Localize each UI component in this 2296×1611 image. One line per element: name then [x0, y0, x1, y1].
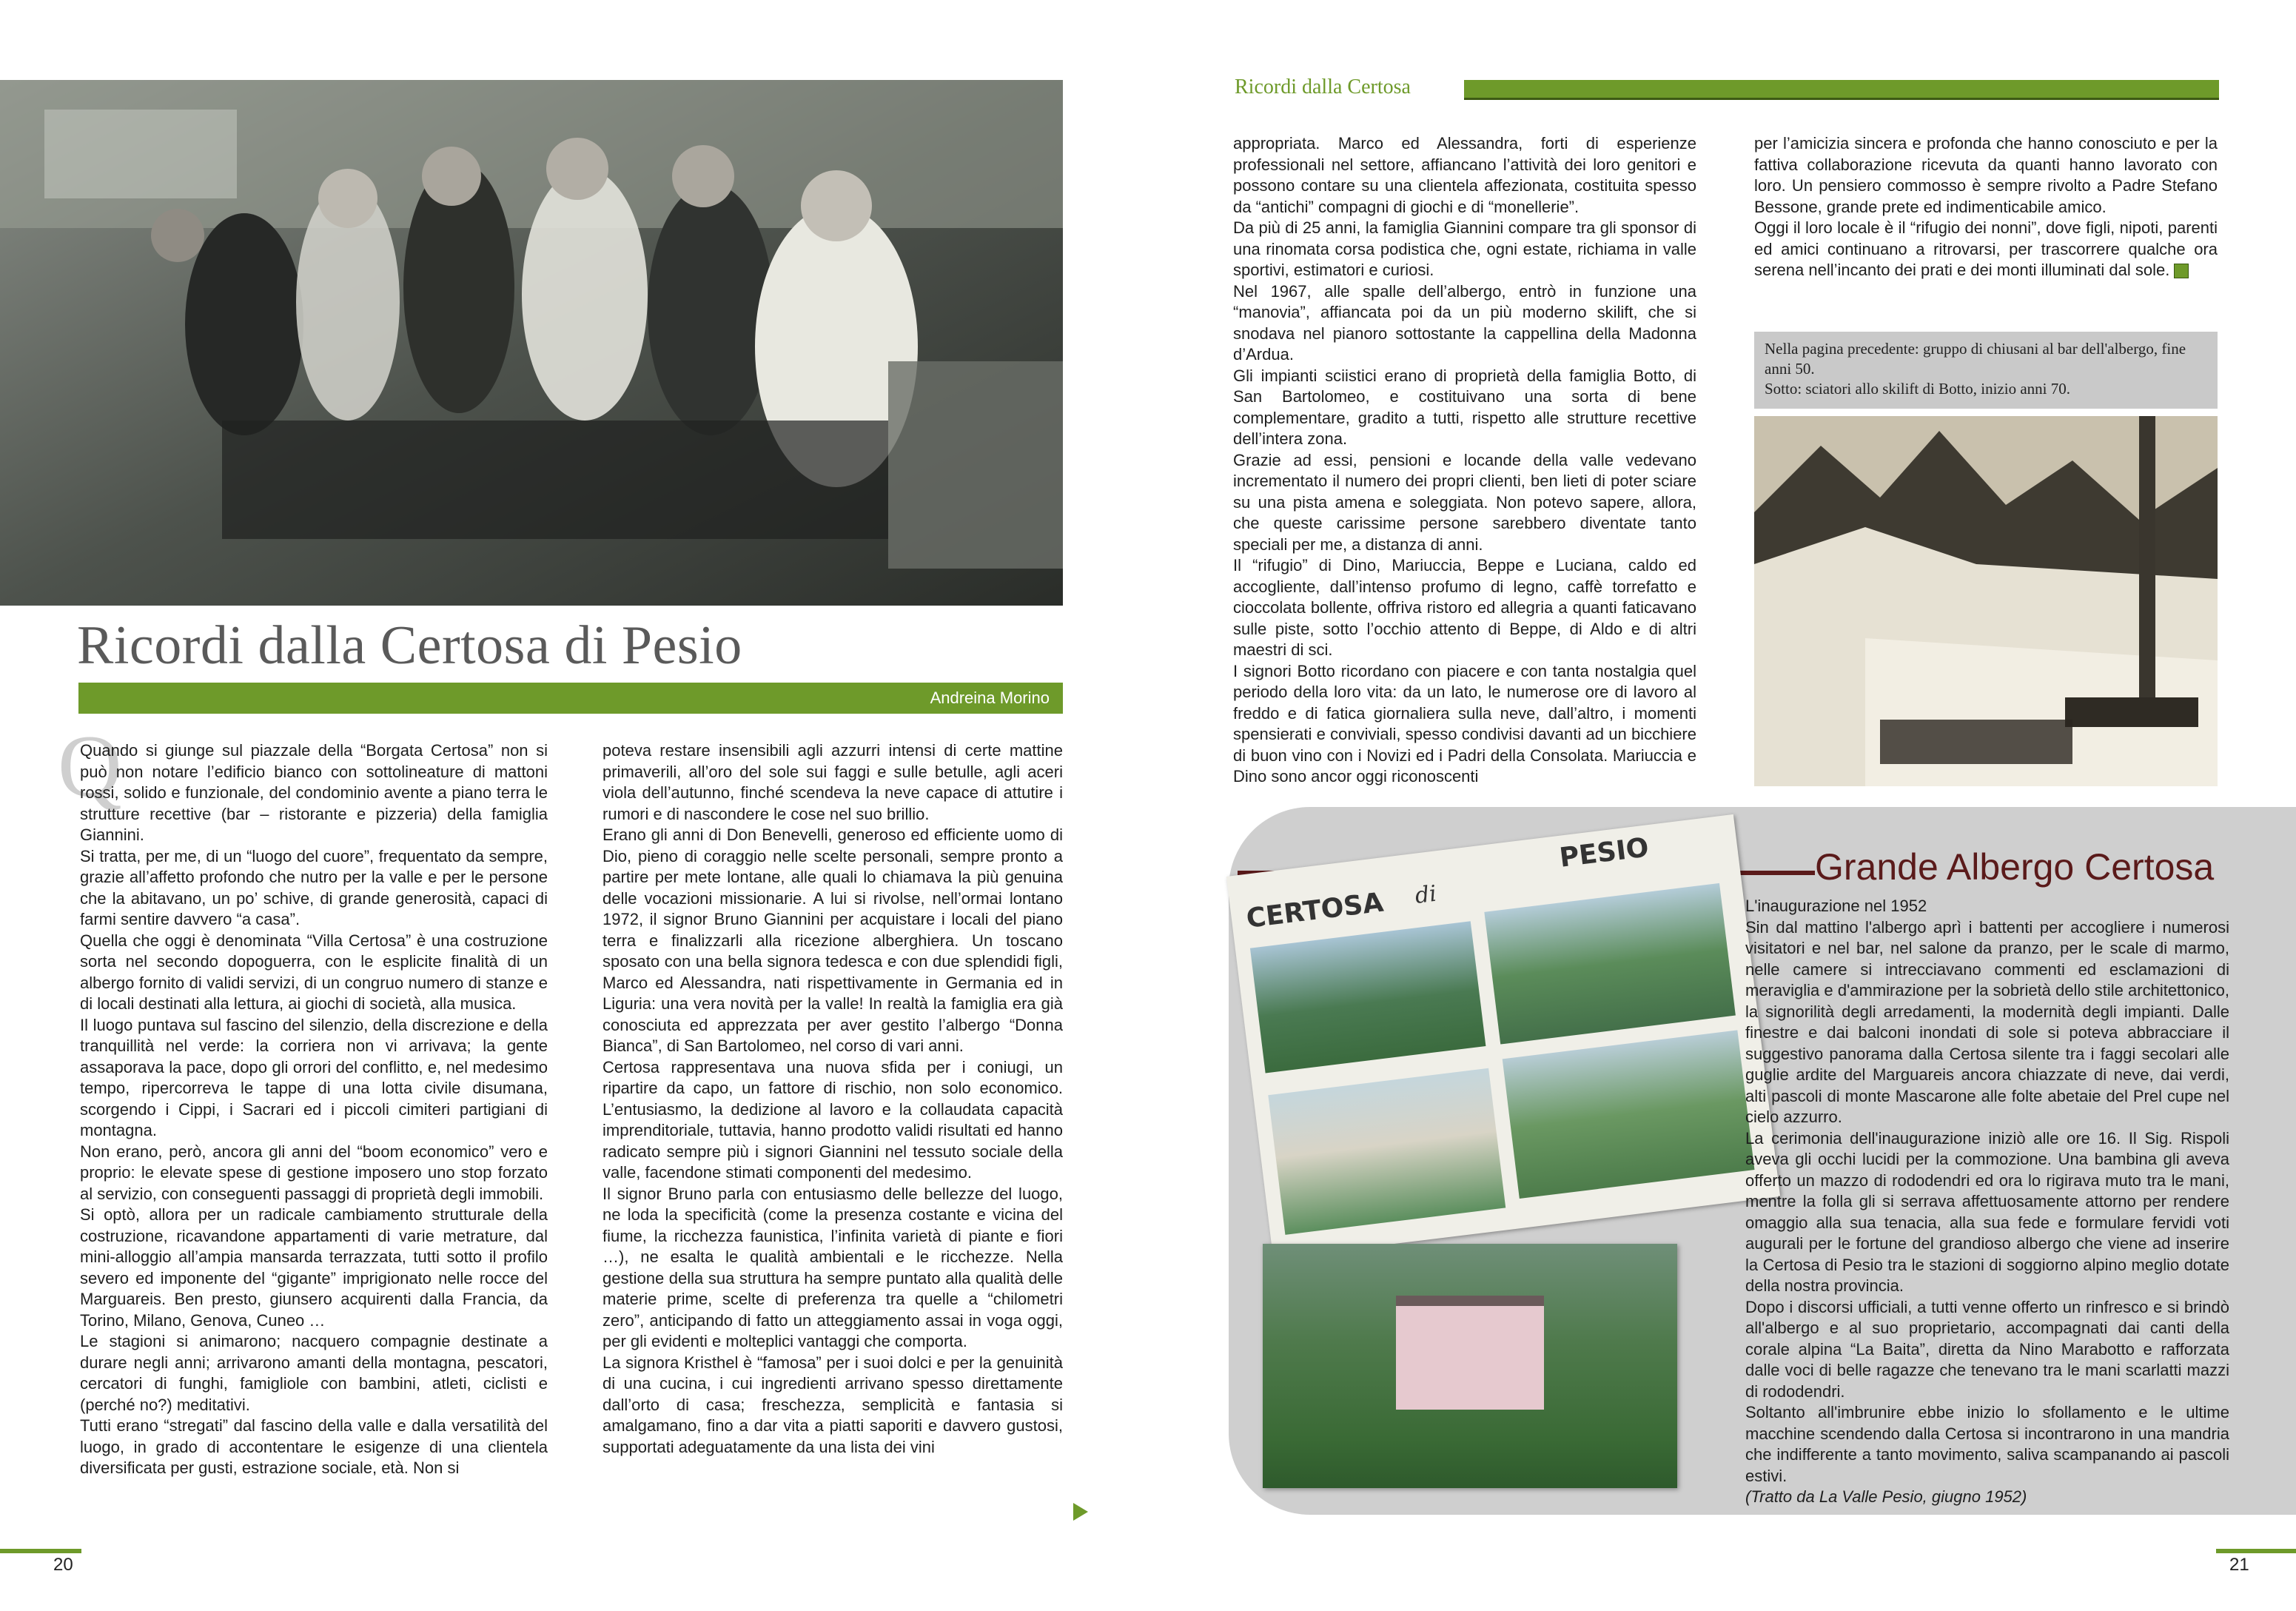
page-number-right: 21	[2229, 1555, 2249, 1575]
paragraph: Grazie ad essi, pensioni e locande della valle vedevano incrementato il numero dei propri clienti, ben lieti di poter sciare su una pista amena e soleggiata. Non potevo sapere, allora, che queste carissime persone sarebbero diventate tanto speciali per me, a distanza di anni.	[1233, 450, 1696, 554]
paragraph: Da più di 25 anni, la famiglia Giannini compare tra gli sponsor di una rinomata corsa podistica che, ogni estate, richiama in valle sportivi, estimatori e curiosi.	[1233, 218, 1696, 279]
paragraph: Nel 1967, alle spalle dell’albergo, entrò in funzione una “manovia”, affiancata poi da un più moderno skilift, che si snodava nel pianoro sottostante la cappellina della Madonna d’Ardua.	[1233, 281, 1696, 364]
paragraph: poteva restare insensibili agli azzurri intensi di certe mattine primaverili, all’oro del sole sui faggi e sulle betulle, agli aceri viola dell’autunno, finché scendeva la neve capace di attutire i rumori e di nascondere le cose nel suo brillio.	[602, 741, 1063, 823]
caption-line: Nella pagina precedente: gruppo di chiusani al bar dell'albergo, fine anni 50.	[1765, 340, 2186, 378]
box-source: (Tratto da La Valle Pesio, giugno 1952)	[1745, 1487, 2027, 1506]
article-column-2	[602, 740, 1063, 1458]
article-column-1	[80, 740, 548, 1479]
paragraph: Dopo i discorsi ufficiali, a tutti venne offerto un rinfresco e si brindò all'albergo e al suo proprietario, accompagnati dai canti della corale alpina “La Baita”, diretta da Nino Marabotto e rafforzata dalle voci di belle ragazze che tenevano tra le mani scarlatti mazzi di rododendri.	[1745, 1297, 2229, 1401]
page-number-left: 20	[53, 1555, 73, 1575]
footer-rule-right	[2216, 1549, 2296, 1553]
running-header: Ricordi dalla Certosa	[1235, 76, 1411, 98]
postcard-view	[1268, 1068, 1506, 1235]
paragraph: Non erano, però, ancora gli anni del “boom economico” vero e proprio: le elevate spese di gestione imposero uno stop forzato al servizio, con conseguenti passaggi di proprietà degli immobili.	[80, 1142, 548, 1203]
postcard-front	[1263, 1244, 1677, 1488]
continue-arrow-icon	[1073, 1503, 1088, 1521]
paragraph: Il signor Bruno parla con entusiasmo delle bellezze del luogo, ne loda la specificità (come la presenza costante e vicina del fiume, la ricchezza faunistica, l’infinita varietà di piante e fiori …), ne esalta le qualità ambientali e le ricchezze. Nella gestione della sua struttura ha sempre puntato alla qualità delle materie prime, scelte di preferenza tra quelle a “chilometri zero”, anticipando di fatto un atteggiamento assai in voga oggi, per gli evidenti e molteplici vantaggi che comporta.	[602, 1184, 1063, 1350]
paragraph: La cerimonia dell'inaugurazione iniziò alle ore 16. Il Sig. Rispoli aveva gli occhi lucidi per la commozione. Una bambina gli aveva offerto un mazzo di rododendri ed ora lo rigirava muto tra le mani, mentre la folla gli si serrava affettuosamente attorno per rendere omaggio alla sua tenacia, alla sua fede e formulare fervidi voti augurali per le fortune del grandioso albergo che viene ad inserire la Certosa di Pesio tra le stazioni di soggiorno alpino meglio dotate della nostra provincia.	[1745, 1128, 2229, 1295]
article-column-4	[1754, 133, 2218, 281]
paragraph: Si tratta, per me, di un “luogo del cuore”, frequentato da sempre, grazie all’affetto profondo che nutro per la valle e per le persone che la abitavano, un po’ schive, di grande generosità, capaci di farmi sentire davvero “a casa”.	[80, 846, 548, 928]
postcard-word-certosa: CERTOSA	[1244, 887, 1386, 934]
postcard-collage	[1218, 822, 1796, 1488]
paragraph: Tutti erano “stregati” dal fascino della valle e dalla versatilità del luogo, in grado di accontentare le esigenze di una clientela diversificata per gusti, estrazione sociale, età. Non si	[80, 1416, 548, 1477]
postcard-view	[1503, 1030, 1755, 1199]
paragraph: per l’amicizia sincera e profonda che hanno conosciuto e per la fattiva collaborazione ricevuta da quanti hanno lavorato con loro. Un pensiero commosso è sempre rivolto a Padre Stefano Bessone, grande prete ed indimenticabile amico.	[1754, 134, 2218, 216]
paragraph: Il luogo puntava sul fascino del silenzio, della discrezione e della tranquillità nel verde: la corriera non vi arrivava; la gente assaporava la pace, dopo gli orrori del conflitto, e, nel medesimo tempo, ripercorreva le tappe di una lotta civile disumana, scorgendo i Cippi, i Sacrari ed i piccoli cimiteri partigiani di montagna.	[80, 1015, 548, 1139]
paragraph: Soltanto all'imbrunire ebbe inizio lo sfollamento e le ultime macchine scendendo dalla Certosa si incontrarono in una mandria che indifferente a tanto movimento, saliva scampanando ai pascoli estivi.	[1745, 1403, 2229, 1485]
paragraph: Si optò, allora per un radicale cambiamento strutturale della costruzione, ricavandone appartamenti di varie metrature, dal mini-alloggio all’ampia mansarda terrazzata, tutti sotto il profilo severo ed imponente del “gigante” imprigionato nelle rocce del Marguareis. Ben presto, giunsero acquirenti dalla Francia, da Torino, Milano, Genova, Cuneo …	[80, 1205, 548, 1330]
header-rule	[1464, 80, 2219, 100]
dropcap: Q	[58, 717, 122, 815]
ski-lift-photo	[1754, 416, 2218, 786]
paragraph: appropriata. Marco ed Alessandra, forti di esperienze professionali nel settore, affiancano l’attività dei loro genitori e possono contare su una clientela affezionata, costituita spesso da “antichi” compagni di giochi e di “monellerie”.	[1233, 134, 1696, 216]
hotel-building	[1396, 1296, 1544, 1410]
hero-photo-bar-group	[0, 80, 1063, 606]
paragraph: Quando si giunge sul piazzale della “Borgata Certosa” non si può non notare l’edificio bianco con sottolineature di mattoni rossi, solido e funzionale, del condominio avente a piano terra le strutture recettive (bar – ristorante e pizzeria) della famiglia Giannini.	[80, 741, 548, 844]
author-bar	[78, 683, 1063, 714]
paragraph: Quella che oggi è denominata “Villa Certosa” è una costruzione sorta nel secondo dopoguerra, con le esplicite finalità di un albergo fornito di validi servizi, di un congruo numero di stanze e di locali destinati alla lettura, ai giochi di società, alla musica.	[80, 931, 548, 1013]
paragraph: Gli impianti sciistici erano di proprietà della famiglia Botto, di San Bartolomeo, e costituivano una sorta di bene complementare, gradito a tutti, rispetto alle strutture recettive dell’intera zona.	[1233, 366, 1696, 448]
end-mark-icon	[2174, 264, 2189, 278]
article-column-3	[1233, 133, 1696, 788]
box-text	[1745, 896, 2229, 1508]
postcard-view	[1250, 921, 1486, 1073]
photo-caption	[1754, 332, 2218, 409]
paragraph: La signora Kristhel è “famosa” per i suoi dolci e per la genuinità di una cucina, i cui ingredienti arrivano spesso direttamente dall’orto di casa; freschezza, semplicità e fantasia si amalgamano, fino a dar vita a piatti saporiti e davvero gustosi, supportati adeguatamente da una lista dei vini	[602, 1353, 1063, 1456]
paragraph: Sin dal mattino l'albergo aprì i battenti per accogliere i numerosi visitatori e nel bar, nel salone da pranzo, per le scale di marmo, nelle camere si intrecciavano commenti ed esclamazioni di meraviglia e d'ammirazione per la sobrietà dello stile architettonico, la signorilità degli arredamenti, la modernità degli impianti. Dalle finestre e dai balconi inondati di sole si poteva abbracciare il suggestivo panorama dalla Certosa silente tra i faggi secolari alle guglie ardite del Marguareis ancora chiazzate di neve, dai verdi, alti pascoli di monte Mascarone alle folte abetaie del Prel cupe nel cielo azzurro.	[1745, 917, 2229, 1126]
box-subtitle: L'inaugurazione nel 1952	[1745, 897, 1927, 915]
postcard-word-pesio: PESIO	[1557, 832, 1651, 874]
footer-rule-left	[0, 1549, 81, 1553]
author-name: Andreina Morino	[930, 689, 1050, 707]
article-title: Ricordi dalla Certosa di Pesio	[77, 615, 742, 676]
postcard-word-di: di	[1413, 880, 1438, 909]
paragraph: I signori Botto ricordano con piacere e con tanta nostalgia quel periodo della loro vita: da un lato, le numerose ore di lavoro al freddo e di fatica giornaliera sulla neve, dall’altro, i momenti spensierati e conviviali, spesso condivisi davanti ad un bicchiere di buon vino con i Novizi ed i Padri della Consolata. Mariuccia e Dino sono ancor oggi riconoscenti	[1233, 661, 1696, 786]
paragraph: Il “rifugio” di Dino, Mariuccia, Beppe e Luciana, caldo ed accogliente, dall’intenso profumo di legno, caffè torrefatto e cioccolata bollente, offriva ristoro ed allegria a quanti faticavano sulle piste, sotto l’occhio attento di Beppe, di Aldo e di altri maestri di sci.	[1233, 556, 1696, 659]
paragraph: Le stagioni si animarono; nacquero compagnie destinate a durare negli anni; arrivarono amanti della montagna, pescatori, cercatori di funghi, famigliole con bambini, atleti, ciclisti e (perché no?) meditativi.	[80, 1332, 548, 1414]
paragraph: Oggi il loro locale è il “rifugio dei nonni”, dove figli, nipoti, parenti ed amici continuano a ritrovarsi, per trascorrere qualche ora serena nell’incanto dei prati e dei monti illuminati dal sole.	[1754, 218, 2218, 279]
postcard-view	[1484, 883, 1736, 1045]
postcard-back	[1226, 814, 1780, 1259]
box-title: Grande Albergo Certosa	[1815, 846, 2215, 888]
paragraph: Erano gli anni di Don Benevelli, generoso ed efficiente uomo di Dio, pieno di coraggio nelle scelte personali, sempre pronto a partire per mete lontane, alle quali lo chiamava la più genuina delle vocazioni missionarie. A lui si rivolse, nell’ormai lontano 1972, il signor Bruno Giannini per acquistare i locali del piano terra e finalizzarli alla ricezione alberghiera. Un toscano sposato con una bella signora tedesca e con due splendidi figli, Marco ed Alessandra, nati rispettivamente in Germania ed in Liguria: una vera novità per la valle! In realtà la famiglia era già conosciuta ed apprezzata per aver gestito l’albergo “Donna Bianca”, di San Bartolomeo, nel corso di vari anni.	[602, 825, 1063, 1055]
paragraph: Certosa rappresentava una nuova sfida per i coniugi, un ripartire da capo, un fattore di rischio, non solo economico. L’entusiasmo, la dedizione al lavoro e la collaudata capacità imprenditoriale, tuttavia, hanno prodotto validi risultati ed hanno radicato sempre più i signori Giannini nel tessuto sociale della valle, facendone stimati componenti del medesimo.	[602, 1057, 1063, 1182]
paragraph-end	[1754, 218, 2218, 281]
caption-line: Sotto: sciatori allo skilift di Botto, inizio anni 70.	[1765, 380, 2070, 398]
